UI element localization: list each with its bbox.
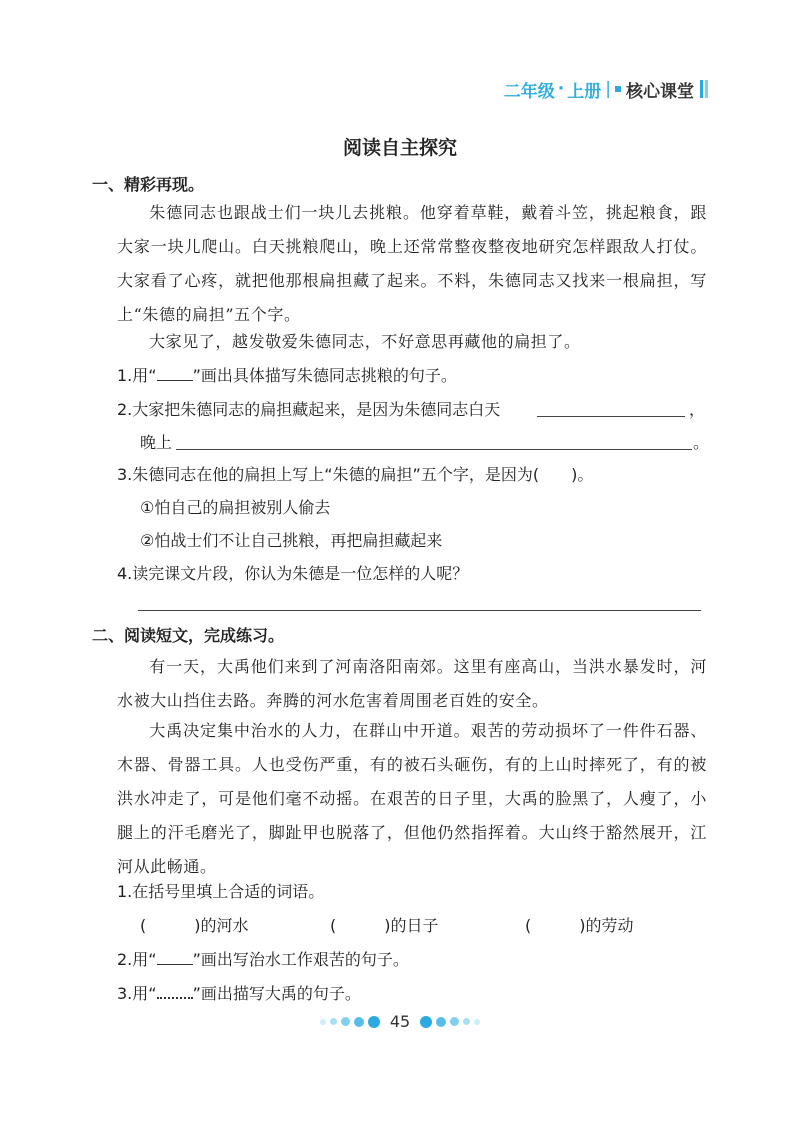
underline-sample — [157, 366, 193, 381]
section1-passage — [117, 196, 707, 332]
fill-blank-2[interactable]: ( )的日子 — [330, 916, 439, 935]
header-divider: | — [605, 79, 611, 99]
dot-icon — [320, 1019, 326, 1025]
header-grade: 二年级 — [503, 81, 555, 102]
page-title: 阅读自主探究 — [342, 137, 457, 159]
s2-question-2: 2.用“ ”画出写治水工作艰苦的句子。 — [117, 950, 409, 969]
answer-line-q4[interactable] — [138, 610, 701, 611]
s2-question-3: 3.用“ ”画出描写大禹的句子。 — [117, 984, 361, 1003]
header-sep: · — [557, 79, 565, 99]
page-number: 45 — [389, 1012, 411, 1031]
section2-paragraph-2: 大禹决定集中治水的人力，在群山中开道。艰苦的劳动损坏了一件件石器、木器、骨器工具。人也受伤严重，有的被石头砸伤，有的上山时摔死了，有的被洪水冲走了，可是他们毫不动摇。在艰苦的日子里，大禹的脸黑了，人瘦了，小腿上的汗毛磨光了，脚趾甲也脱落了，但他仍然指挥着。大山终于豁然展开，江河从此畅通。 — [117, 721, 707, 876]
underline-sample — [157, 950, 193, 965]
s1-question-3: 3.朱德同志在他的扁担上写上“朱德的扁担”五个字，是因为( )。 — [117, 465, 594, 484]
header-series: 核心课堂 — [626, 81, 694, 102]
section2-paragraph-1: 有一天，大禹他们来到了河南洛阳南郊。这里有座高山，当洪水暴发时，河水被大山挡住去路。奔腾的河水危害着周围老百姓的安全。 — [117, 657, 707, 710]
s1-question-1: 1.用“ ”画出具体描写朱德同志挑粮的句子。 — [117, 366, 457, 385]
answer-line-daytime[interactable] — [537, 416, 685, 417]
section1-paragraph-1: 朱德同志也跟战士们一块儿去挑粮。他穿着草鞋，戴着斗笠，挑起粮食，跟大家一块儿爬山。白天挑粮爬山，晚上还常常整夜整夜地研究怎样跟敌人打仗。大家看了心疼，就把他那根扁担藏了起来。不料，朱德同志又找来一根扁担，写上“朱德的扁担”五个字。 — [117, 203, 707, 324]
section1-heading: 一、精彩再现。 — [92, 175, 205, 194]
section1-paragraph-2: 大家见了，越发敬爱朱德同志，不好意思再藏他的扁担了。 — [149, 332, 581, 351]
fill-blank-1[interactable]: ( )的河水 — [140, 916, 249, 935]
dot-icon — [436, 1017, 446, 1027]
dot-icon — [420, 1016, 432, 1028]
dot-icon — [368, 1016, 380, 1028]
s1-q3-option-1: ①怕自己的扁担被别人偷去 — [140, 498, 331, 517]
page-header — [504, 77, 708, 101]
s1-q2-comma: ， — [689, 400, 706, 419]
s1-question-4: 4.读完课文片段，你认为朱德是一位怎样的人呢？ — [117, 564, 469, 583]
answer-line-night[interactable] — [176, 449, 692, 450]
square-icon — [615, 86, 621, 92]
dot-icon — [330, 1018, 337, 1025]
section2-passage-2 — [117, 714, 707, 884]
dot-icon — [354, 1017, 364, 1027]
section2-heading: 二、阅读短文，完成练习。 — [92, 626, 285, 645]
page-number-footer — [0, 1012, 800, 1031]
section1-passage-2 — [117, 325, 707, 359]
s1-q3-option-2: ②怕战士们不让自己挑粮，再把扁担藏起来 — [140, 531, 443, 550]
header-term: 上册 — [567, 81, 602, 102]
dot-icon — [341, 1017, 350, 1026]
s1-q2-night: 晚上 — [140, 433, 173, 452]
dot-icon — [450, 1017, 459, 1026]
fill-blank-3[interactable]: ( )的劳动 — [525, 916, 634, 935]
dot-icon — [474, 1019, 480, 1025]
section2-passage-1 — [117, 650, 707, 718]
wavy-line-sample — [157, 983, 193, 999]
bars-decoration-icon — [700, 80, 708, 98]
s2-question-1: 1.在括号里填上合适的词语。 — [117, 882, 325, 901]
dot-icon — [463, 1018, 470, 1025]
s1-q2-end: 。 — [693, 433, 710, 452]
s1-question-2: 2.大家把朱德同志的扁担藏起来，是因为朱德同志白天 — [117, 400, 501, 419]
